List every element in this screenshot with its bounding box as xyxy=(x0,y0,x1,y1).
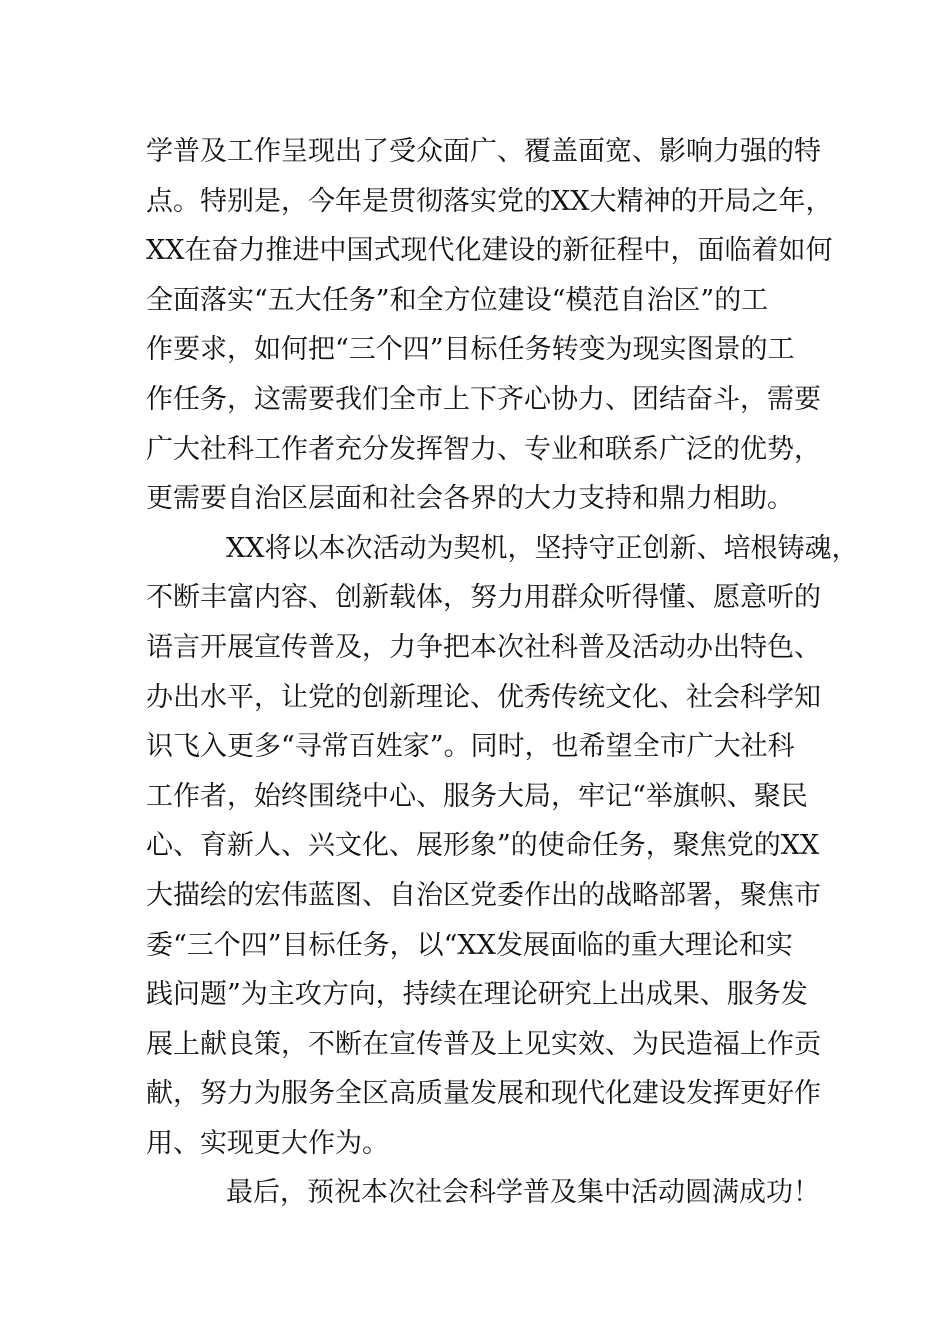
text-line: XX将以本次活动为契机，坚持守正创新、培根铸魂， xyxy=(226,532,859,564)
text-line: 践问题”为主攻方向，持续在理论研究上出成果、服务发 xyxy=(146,979,808,1011)
text-line: 办出水平，让党的创新理论、优秀传统文化、社会科学知 xyxy=(146,681,821,713)
document-body xyxy=(146,127,859,1218)
text-line: 全面落实“五大任务”和全方位建设“模范自治区”的工 xyxy=(146,284,769,316)
text-line: 学普及工作呈现出了受众面广、覆盖面宽、影响力强的特 xyxy=(146,136,821,167)
text-line: 识飞入更多“寻常百姓家”。同时，也希望全市广大社科 xyxy=(146,731,795,763)
text-line: 工作者，始终围绕中心、服务大局，牢记“举旗帜、聚民 xyxy=(146,780,808,812)
text-line: 用、实现更大作为。 xyxy=(146,1127,389,1159)
paragraph-2 xyxy=(146,524,859,1169)
text-line: 点。特别是，今年是贯彻落实党的XX大精神的开局之年， xyxy=(146,185,833,217)
text-line: 大描绘的宏伟蓝图、自治区党委作出的战略部署，聚焦市 xyxy=(146,879,821,911)
text-line: 献，努力为服务全区高质量发展和现代化建设发挥更好作 xyxy=(146,1078,821,1110)
text-line: 语言开展宣传普及，力争把本次社科普及活动办出特色、 xyxy=(146,631,821,663)
text-line: 最后，预祝本次社会科学普及集中活动圆满成功！ xyxy=(226,1177,820,1209)
text-line: 作任务，这需要我们全市上下齐心协力、团结奋斗，需要 xyxy=(146,383,821,415)
text-line: 作要求，如何把“三个四”目标任务转变为现实图景的工 xyxy=(146,334,795,366)
text-line: 心、育新人、兴文化、展形象”的使命任务，聚焦党的XX xyxy=(146,830,820,862)
paragraph-3 xyxy=(146,1168,836,1218)
text-line: XX在奋力推进中国式现代化建设的新征程中，面临着如何 xyxy=(146,235,833,267)
text-line: 展上献良策，不断在宣传普及上见实效、为民造福上作贡 xyxy=(146,1028,821,1060)
text-line: 广大社科工作者充分发挥智力、专业和联系广泛的优势， xyxy=(146,433,821,465)
paragraph-1 xyxy=(146,127,836,524)
text-line: 不断丰富内容、创新载体，努力用群众听得懂、愿意听的 xyxy=(146,582,821,614)
text-line: 更需要自治区层面和社会各界的大力支持和鼎力相助。 xyxy=(146,483,794,515)
text-line: 委“三个四”目标任务，以“XX发展面临的重大理论和实 xyxy=(146,929,793,961)
